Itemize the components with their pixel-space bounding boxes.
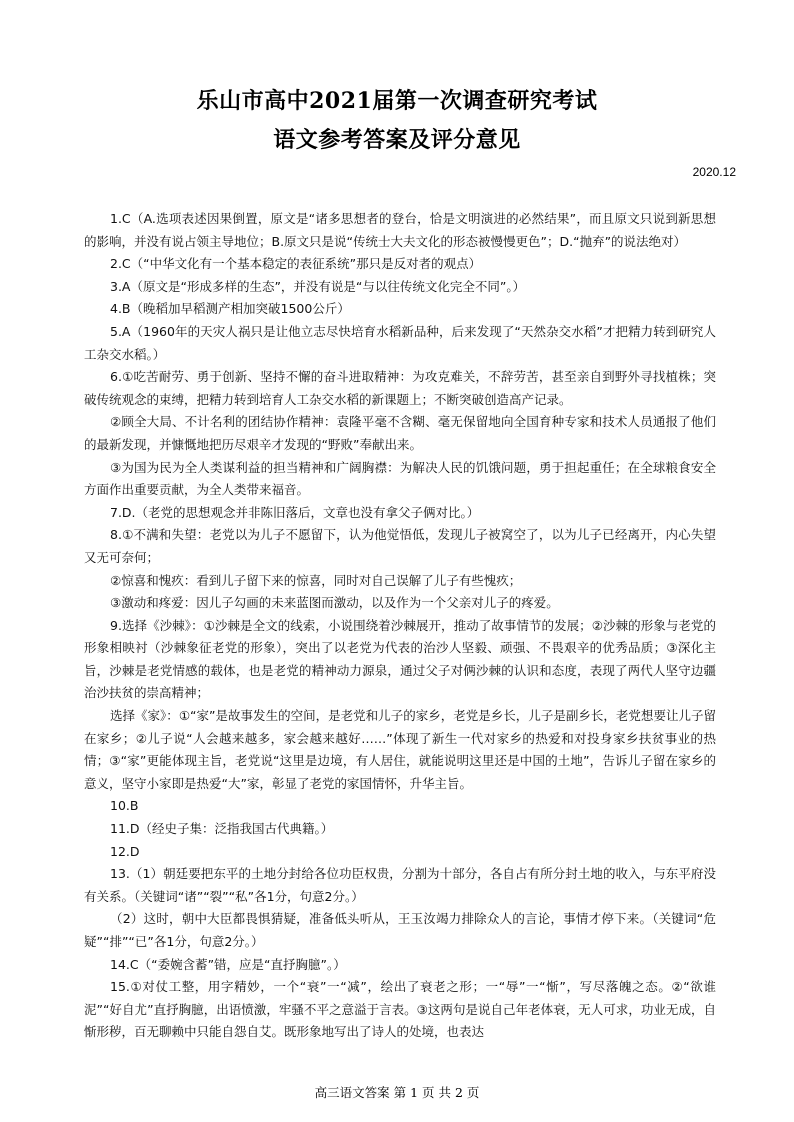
answer-q14: 14.C（“委婉含蓄”错，应是“直抒胸臆”。）: [110, 956, 346, 972]
answer-q10: 10.B: [110, 798, 139, 814]
answer-q13-part2: （2）这时，朝中大臣都畏惧猜疑，准备低头听从，王玉汝竭力排除众人的言论，事情才停下来。（关键词“危疑”“排”“已”各1分，句意2分。）: [84, 911, 716, 949]
document-date: 2020.12: [692, 165, 736, 179]
answer-q2: 2.C（“中华文化有一个基本稳定的表征系统”那只是反对者的观点）: [110, 256, 482, 272]
answer-q11: 11.D（经史子集：泛指我国古代典籍。）: [110, 821, 334, 837]
answer-q7: 7.D.（老党的思想观念并非陈旧落后，文章也没有拿父子俩对比。）: [110, 504, 480, 520]
answer-q6-point3: ③为国为民为全人类谋利益的担当精神和广阔胸襟：为解决人民的饥饿问题，勇于担起重任；在全球粮食安全方面作出重要贡献，为全人类带来福音。: [84, 459, 716, 498]
answer-q12: 12.D: [110, 843, 140, 859]
answer-q8-point2: ②惊喜和愧疚：看到儿子留下来的惊喜，同时对自己误解了儿子有些愧疚；: [110, 572, 522, 588]
answer-q15: 15.①对仗工整，用字精妙，一个“衰”一“减”，绘出了衰老之形；一“辱”一“惭”，写尽落魄之态。②“欲谁泥”“好自尤”直抒胸臆，出语愤激，牢骚不平之意溢于言表。③这两句是说自己年老体衰，无人可求，功业无成，自惭形秽，百无聊赖中只能自怨自艾。既形象地写出了诗人的处境，也表达: [84, 979, 716, 1040]
answer-body: [84, 208, 716, 1044]
answer-q5: 5.A（1960年的天灾人祸只是让他立志尽快培育水稻新品种，后来发现了“天然杂交水稻”才把精力转到研究人工杂交水稻。）: [84, 323, 716, 362]
document-subtitle: 语文参考答案及评分意见: [273, 127, 521, 153]
answer-q8-point3: ③激动和疼爱：因儿子勾画的未来蓝图而激动，以及作为一个父亲对儿子的疼爱。: [110, 595, 559, 611]
answer-q4: 4.B（晚稻加早稻测产相加突破1500公斤）: [110, 301, 350, 317]
answer-q3: 3.A（原文是“形成多样的生态”，并没有说是“与以往传统文化完全不同”。）: [110, 278, 526, 294]
answer-q1: 1.C（A.选项表述因果倒置，原文是“诸多思想者的登台，恰是文明演进的必然结果”，而且原文只说到新思想的影响，并没有说占领主导地位；B.原文只是说“传统士大夫文化的形态被慢慢更色”；D.“抛弃”的说法绝对）: [84, 211, 716, 249]
answer-q6-point2: ②顾全大局、不计名利的团结协作精神：袁隆平毫不含糊、毫无保留地向全国育种专家和技术人员通报了他们的最新发现，并慷慨地把历尽艰辛才发现的“野败”奉献出来。: [84, 414, 716, 452]
answer-q13-part1: 13.（1）朝廷要把东平的土地分封给各位功臣权贵，分割为十部分，各自占有所分封土地的收入，与东平府没有关系。（关键词“诸”“裂”“私”各1分，句意2分。）: [84, 866, 716, 904]
answer-q6-point1: 6.①吃苦耐劳、勇于创新、坚持不懈的奋斗进取精神：为攻克难关，不辞劳苦，甚至亲自到野外寻找植株；突破传统观念的束缚，把精力转到培育人工杂交水稻的新课题上；不断突破创造高产记录。: [84, 369, 716, 407]
answer-q8-point1: 8.①不满和失望：老党以为儿子不愿留下，认为他觉悟低，发现儿子被窝空了，以为儿子已经离开，内心失望又无可奈何；: [84, 527, 716, 565]
answer-q9-option2: 选择《家》：①“家”是故事发生的空间，是老党和儿子的家乡，老党是乡长，儿子是副乡长，老党想要让儿子留在家乡；②儿子说“人会越来越多，家会越来越好……”体现了新生一代对家乡的热爱和对投身家乡扶贫事业的热情；③“家”更能体现主旨，老党说“这里是边境，有人居住，就能说明这里还是中国的土地”，告诉儿子留在家乡的意义，坚守小家即是热爱“大”家，彰显了老党的家国情怀，升华主旨。: [84, 708, 716, 791]
page-footer: 高三语文答案 第 1 页 共 2 页: [314, 1085, 480, 1100]
answer-q9-option1: 9.选择《沙棘》：①沙棘是全文的线索，小说围绕着沙棘展开，推动了故事情节的发展；②沙棘的形象与老党的形象相映衬（沙棘象征老党的形象），突出了以老党为代表的治沙人坚毅、顽强、不畏艰辛的优秀品质；③深化主旨，沙棘是老党情感的载体，也是老党的精神动力源泉，通过父子对俩沙棘的认识和态度，表现了两代人坚守边疆治沙扶贫的崇高精神；: [84, 617, 716, 701]
document-title: 乐山市高中2021届第一次调查研究考试: [196, 88, 598, 114]
